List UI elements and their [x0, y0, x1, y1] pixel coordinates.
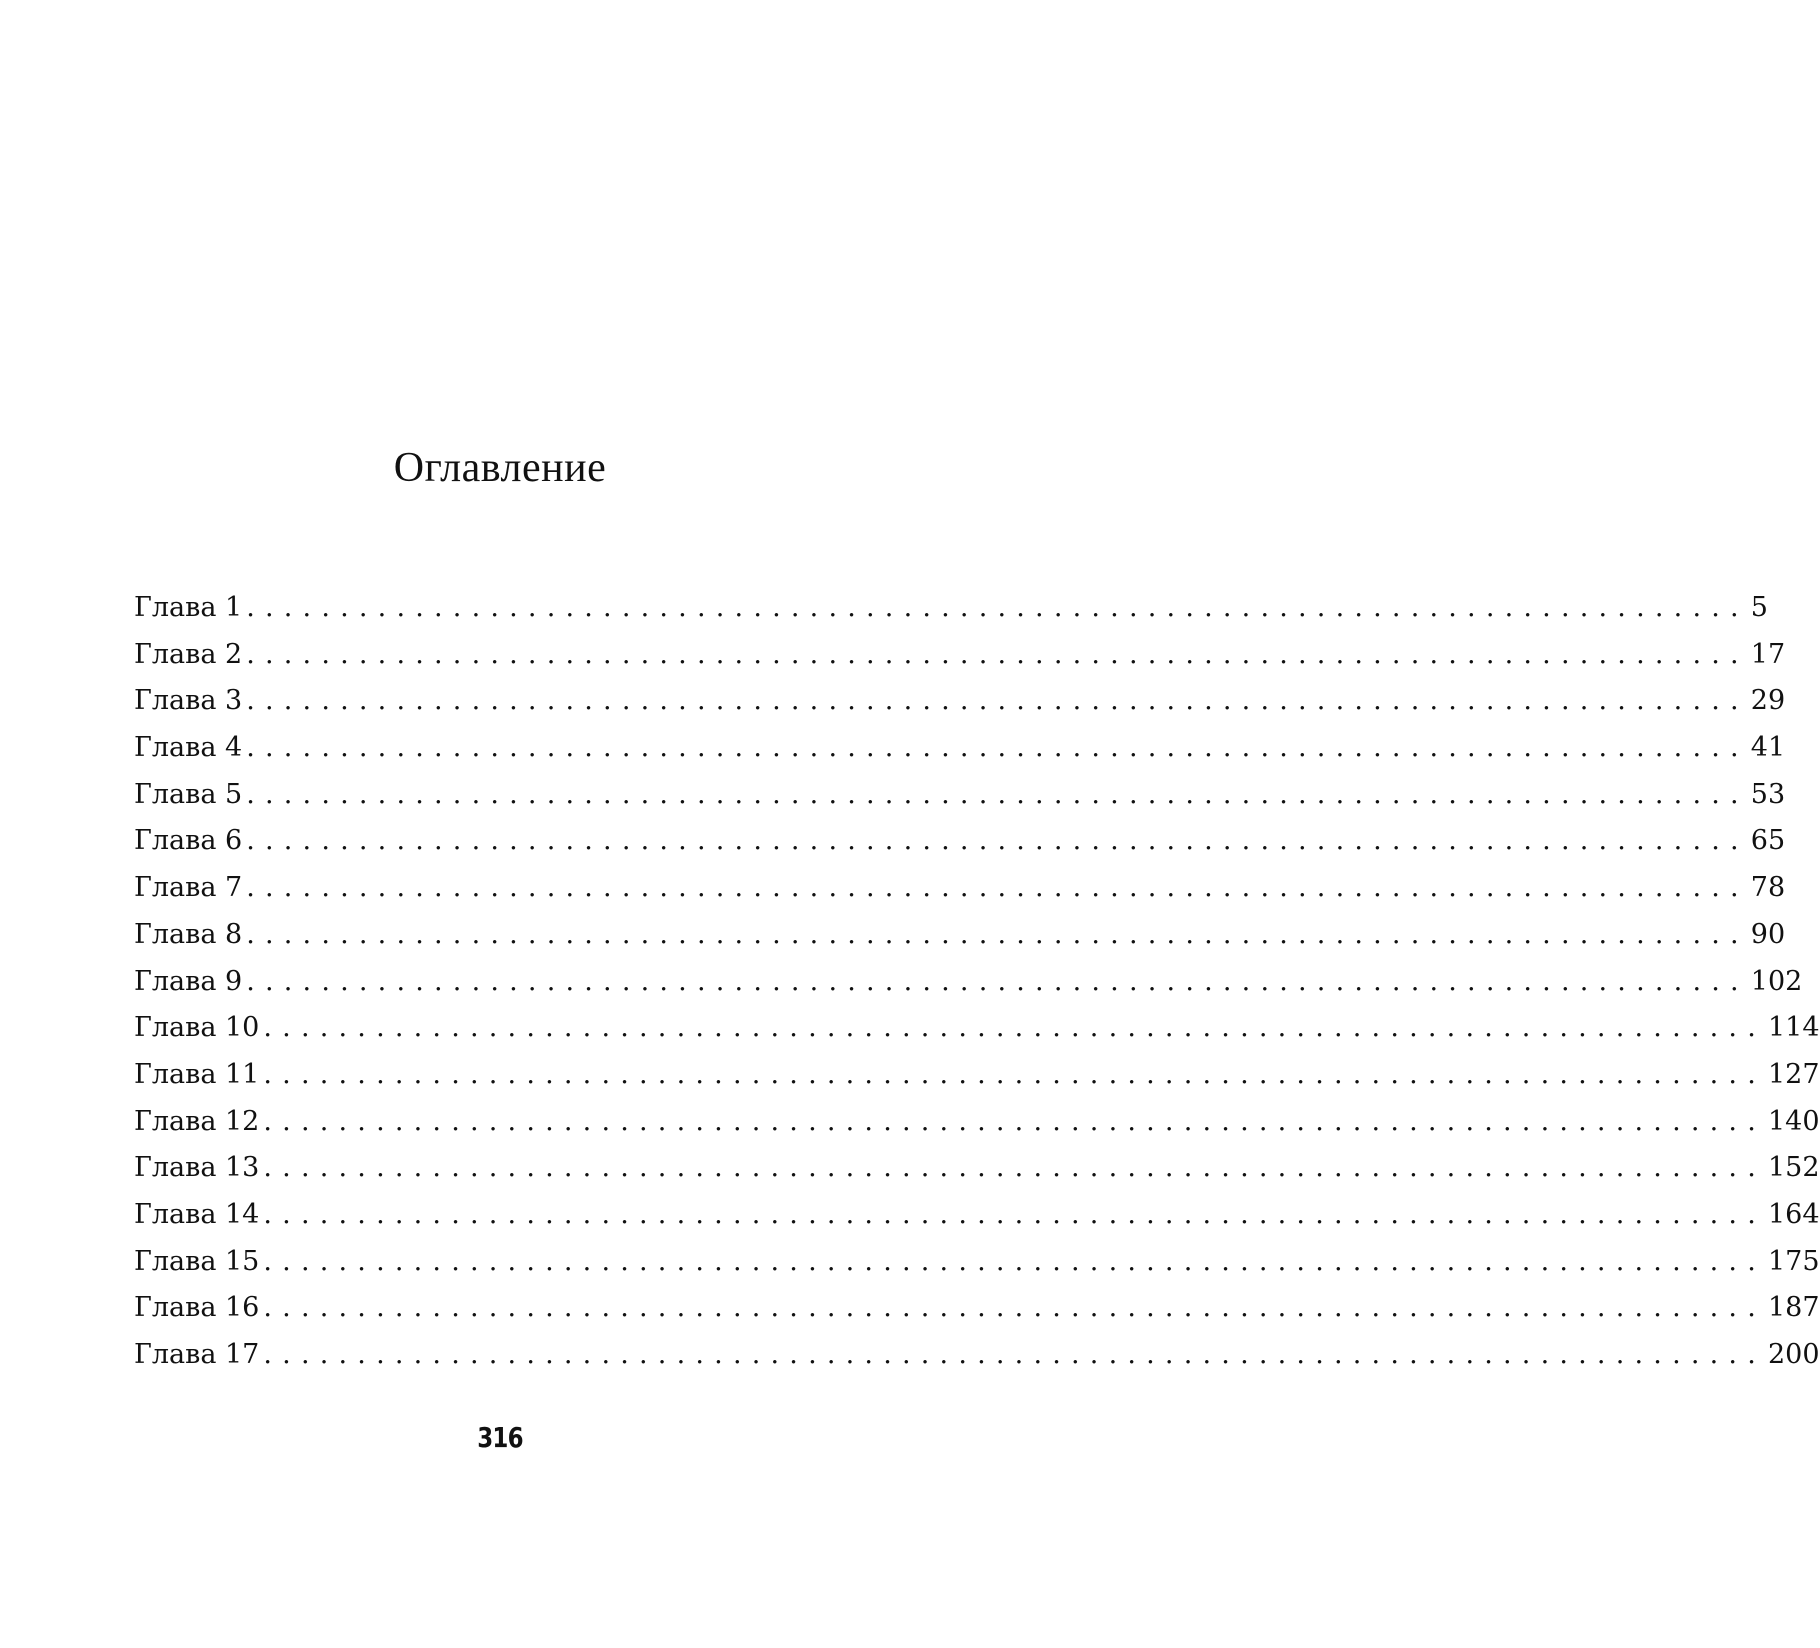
toc-entry-page: 17: [1750, 638, 1786, 670]
toc-entry-label: Глава 6: [134, 825, 243, 857]
toc-entry-page: 175: [1767, 1245, 1820, 1277]
toc-entry-leader: ................................................................................: [246, 732, 1749, 764]
toc-entry-label: Глава 2: [134, 638, 243, 670]
page-title: Оглавление: [393, 445, 607, 491]
toc-entry[interactable]: [134, 1285, 1820, 1332]
table-of-contents: [134, 585, 1820, 1379]
toc-entry-page: 140: [1767, 1105, 1820, 1137]
toc-entry[interactable]: [134, 1052, 1820, 1099]
toc-entry-page: 5: [1750, 592, 1768, 623]
toc-entry-page: 127: [1767, 1058, 1820, 1090]
toc-entry-page: 78: [1750, 872, 1786, 904]
toc-entry-page: 53: [1750, 778, 1786, 810]
toc-entry[interactable]: [134, 1005, 1820, 1052]
toc-entry[interactable]: [134, 1192, 1820, 1239]
toc-entry-leader: ................................................................................: [263, 1058, 1766, 1090]
toc-entry[interactable]: [134, 772, 1786, 819]
toc-entry[interactable]: [134, 818, 1786, 865]
toc-entry-leader: ................................................................................: [263, 1152, 1766, 1184]
toc-entry[interactable]: [134, 912, 1786, 959]
toc-entry-label: Глава 8: [134, 918, 243, 950]
toc-entry-label: Глава 5: [134, 778, 243, 810]
toc-entry-page: 102: [1750, 965, 1803, 997]
toc-entry-page: 200: [1767, 1339, 1820, 1370]
toc-entry-label: Глава 14: [134, 1198, 260, 1230]
toc-entry-label: Глава 1: [134, 592, 243, 623]
toc-entry-leader: ................................................................................: [246, 638, 1749, 670]
toc-entry-leader: ................................................................................: [263, 1198, 1766, 1230]
toc-entry-page: 41: [1750, 732, 1786, 764]
toc-entry-page: 187: [1767, 1292, 1820, 1324]
toc-entry-page: 164: [1767, 1198, 1820, 1230]
toc-entry[interactable]: [134, 1145, 1820, 1192]
toc-entry-label: Глава 16: [134, 1292, 260, 1324]
toc-entry-label: Глава 13: [134, 1152, 260, 1184]
toc-entry-leader: ................................................................................: [246, 872, 1749, 904]
toc-entry[interactable]: [134, 865, 1786, 912]
toc-entry-label: Глава 7: [134, 872, 243, 904]
page-number: 316: [477, 1421, 523, 1454]
toc-entry-leader: ................................................................................: [246, 685, 1749, 717]
toc-entry-label: Глава 12: [134, 1105, 260, 1137]
toc-entry-label: Глава 10: [134, 1012, 260, 1044]
toc-entry-leader: ................................................................................: [263, 1292, 1766, 1324]
toc-entry-label: Глава 3: [134, 685, 243, 717]
toc-entry[interactable]: [134, 725, 1786, 772]
toc-entry-leader: ................................................................................: [246, 825, 1749, 857]
toc-entry-label: Глава 4: [134, 732, 243, 764]
toc-entry-leader: ................................................................................: [246, 592, 1749, 623]
toc-entry[interactable]: [134, 632, 1786, 679]
toc-entry[interactable]: [134, 678, 1786, 725]
toc-entry-page: 114: [1767, 1012, 1820, 1044]
toc-entry[interactable]: [134, 959, 1803, 1006]
toc-entry-page: 29: [1750, 685, 1786, 717]
toc-entry[interactable]: [134, 585, 1768, 632]
toc-entry-leader: ................................................................................: [263, 1105, 1766, 1137]
toc-entry-page: 152: [1767, 1152, 1820, 1184]
toc-entry-leader: ................................................................................: [246, 918, 1749, 950]
toc-entry-page: 90: [1750, 918, 1786, 950]
toc-entry-leader: ................................................................................: [263, 1012, 1766, 1044]
toc-entry-page: 65: [1750, 825, 1786, 857]
toc-entry-label: Глава 11: [134, 1058, 260, 1090]
toc-entry-leader: ................................................................................: [263, 1339, 1766, 1370]
toc-entry-leader: ................................................................................: [263, 1245, 1766, 1277]
toc-entry-leader: ................................................................................: [246, 778, 1749, 810]
toc-entry-leader: ................................................................................: [246, 965, 1749, 997]
toc-entry-label: Глава 15: [134, 1245, 260, 1277]
toc-entry[interactable]: [134, 1332, 1820, 1379]
toc-entry[interactable]: [134, 1099, 1820, 1146]
toc-entry-label: Глава 17: [134, 1339, 260, 1370]
toc-entry[interactable]: [134, 1239, 1820, 1286]
toc-entry-label: Глава 9: [134, 965, 243, 997]
